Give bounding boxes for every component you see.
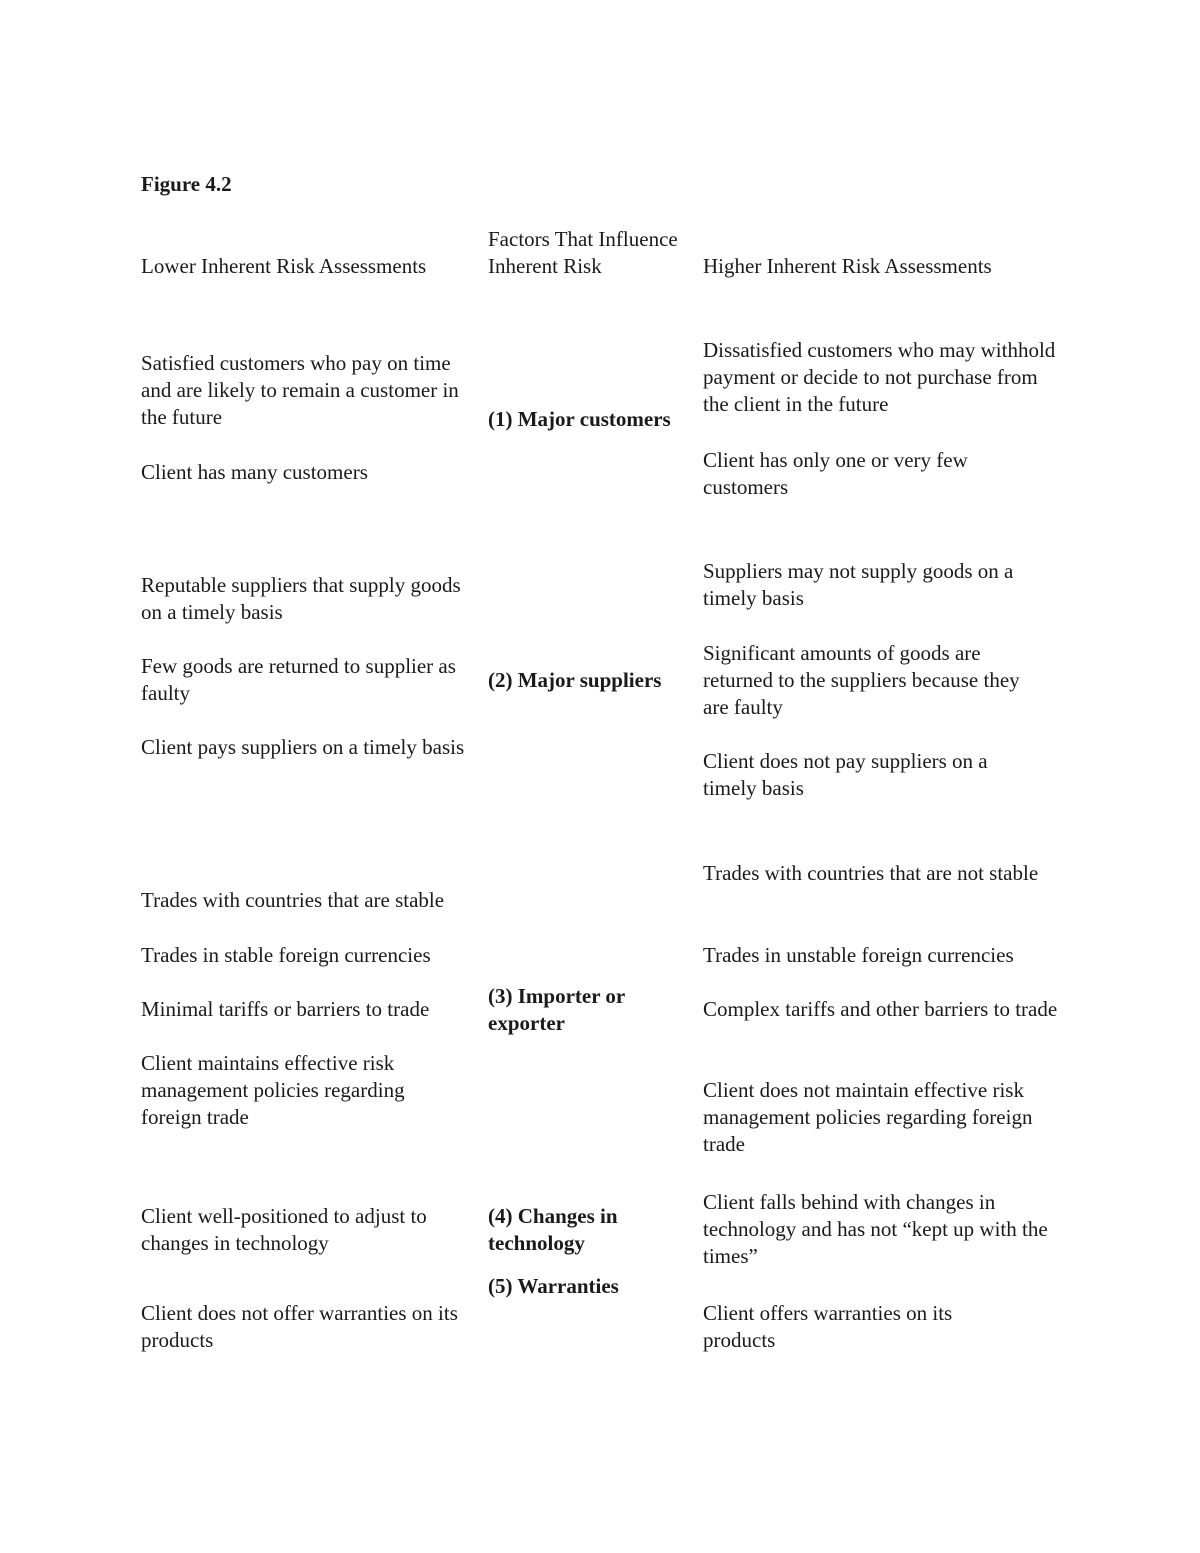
- higher-item: Dissatisfied customers who may withhold payment or decide to not purchase from the client in the future: [703, 338, 1056, 416]
- higher-item: Client does not pay suppliers on a timely basis: [703, 749, 988, 800]
- lower-item: Trades in stable foreign currencies: [141, 943, 431, 967]
- lower-item: Client does not offer warranties on its products: [141, 1301, 458, 1352]
- higher-item: Significant amounts of goods are returned to the suppliers because they are faulty: [703, 641, 1020, 719]
- factor-changes-in-technology: (4) Changes in technology: [488, 1204, 618, 1255]
- higher-item: Client falls behind with changes in technology and has not “kept up with the times”: [703, 1190, 1048, 1268]
- higher-item: Client does not maintain effective risk management policies regarding foreign trade: [703, 1078, 1033, 1156]
- higher-item: Trades with countries that are not stable: [703, 861, 1039, 885]
- factor-major-customers: (1) Major customers: [488, 407, 671, 431]
- higher-item: Suppliers may not supply goods on a timely basis: [703, 559, 1014, 610]
- lower-item: Reputable suppliers that supply goods on a timely basis: [141, 573, 461, 624]
- factor-major-suppliers: (2) Major suppliers: [488, 668, 662, 692]
- factor-warranties: (5) Warranties: [488, 1274, 619, 1298]
- higher-item: Complex tariffs and other barriers to trade: [703, 997, 1058, 1021]
- factor-importer-exporter: (3) Importer or exporter: [488, 984, 625, 1035]
- lower-item: Trades with countries that are stable: [141, 888, 445, 912]
- lower-item: Satisfied customers who pay on time and are likely to remain a customer in the future: [141, 351, 459, 429]
- higher-item: Trades in unstable foreign currencies: [703, 943, 1014, 967]
- figure-title: Figure 4.2: [141, 172, 232, 196]
- lower-item: Client well-positioned to adjust to changes in technology: [141, 1204, 427, 1255]
- higher-item: Client has only one or very few customers: [703, 448, 968, 499]
- lower-item: Client maintains effective risk management policies regarding foreign trade: [141, 1051, 405, 1129]
- header-higher-risk: Higher Inherent Risk Assessments: [703, 254, 992, 278]
- lower-item: Few goods are returned to supplier as faulty: [141, 654, 456, 705]
- header-factors: Factors That Influence Inherent Risk: [488, 227, 678, 278]
- higher-item: Client offers warranties on its products: [703, 1301, 953, 1352]
- header-lower-risk: Lower Inherent Risk Assessments: [141, 254, 427, 278]
- lower-item: Client pays suppliers on a timely basis: [141, 735, 465, 759]
- lower-item: Minimal tariffs or barriers to trade: [141, 997, 430, 1021]
- lower-item: Client has many customers: [141, 460, 368, 484]
